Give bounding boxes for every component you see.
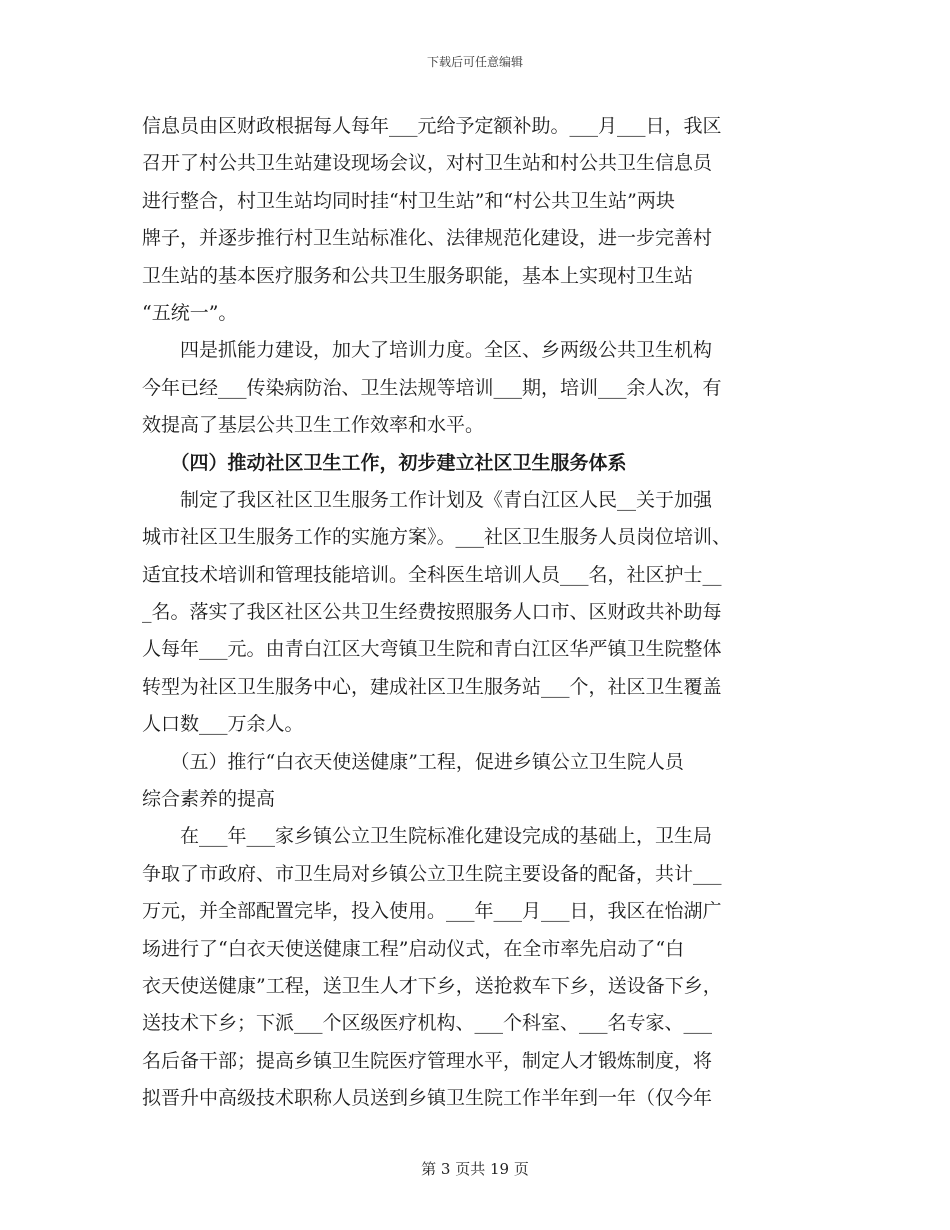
section-heading-line: （五）推行“白衣天使送健康”工程，促进乡镇公立卫生院人员: [142, 750, 684, 773]
text-line: 城市社区卫生服务工作的实施方案》。___社区卫生服务人员岗位培训、: [142, 526, 732, 549]
text-line: 四是抓能力建设，加大了培训力度。全区、乡两级公共卫生机构: [142, 339, 713, 362]
text-line: _名。落实了我区社区公共卫生经费按照服务人口市、区财政共补助每: [142, 601, 722, 624]
text-line: 人口数___万余人。: [142, 713, 304, 736]
text-line: 进行整合，村卫生站均同时挂“村卫生站”和“村公共卫生站”两块: [142, 189, 675, 212]
text-line: 拟晋升中高级技术职称人员送到乡镇卫生院工作半年到一年（仅今年: [142, 1087, 713, 1110]
page-number: 第 3 页共 19 页: [421, 1160, 529, 1178]
text-line: 送技术下乡；下派___个区级医疗机构、___个科室、___名专家、___: [142, 1012, 713, 1035]
text-line: 转型为社区卫生服务中心，建成社区卫生服务站___个，社区卫生覆盖: [142, 675, 722, 698]
text-line: 衣天使送健康”工程，送卫生人才下乡，送抢救车下乡，送设备下乡，: [142, 974, 722, 997]
text-line: 信息员由区财政根据每人每年___元给予定额补助。___月___日，我区: [142, 115, 722, 137]
text-line: 牌子，并逐步推行村卫生站标准化、法律规范化建设，进一步完善村: [142, 227, 713, 250]
text-line: 适宜技术培训和管理技能培训。全科医生培训人员___名，社区护士__: [142, 563, 722, 586]
text-line: 卫生站的基本医疗服务和公共卫生服务职能，基本上实现村卫生站: [142, 264, 694, 287]
text-line: 场进行了“白衣天使送健康工程”启动仪式，在全市率先启动了“白: [142, 937, 685, 960]
text-line: 制定了我区社区卫生服务工作计划及《青白江区人民__关于加强: [142, 488, 713, 511]
text-line: 效提高了基层公共卫生工作效率和水平。: [142, 414, 485, 437]
text-line: 今年已经___传染病防治、卫生法规等培训___期，培训___余人次，有: [142, 376, 722, 399]
text-line: 名后备干部；提高乡镇卫生院医疗管理水平，制定人才锻炼制度，将: [142, 1049, 713, 1072]
text-line: 万元，并全部配置完毕，投入使用。___年___月___日，我区在怡湖广: [142, 900, 722, 923]
section-heading-line: 综合素养的提高: [142, 788, 276, 811]
text-line: 在___年___家乡镇公立卫生院标准化建设完成的基础上，卫生局: [142, 825, 713, 848]
text-line: 人每年___元。由青白江区大弯镇卫生院和青白江区华严镇卫生院整体: [142, 638, 722, 661]
text-line: 争取了市政府、市卫生局对乡镇公立卫生院主要设备的配备，共计___: [142, 862, 722, 885]
text-line: “五统一”。: [142, 301, 238, 324]
text-line: 召开了村公共卫生站建设现场会议，对村卫生站和村公共卫生信息员: [142, 152, 713, 175]
page-header: 下载后可任意编辑: [426, 55, 523, 69]
section-heading: （四）推动社区卫生工作，初步建立社区卫生服务体系: [142, 451, 627, 474]
document-body: [142, 108, 822, 1118]
